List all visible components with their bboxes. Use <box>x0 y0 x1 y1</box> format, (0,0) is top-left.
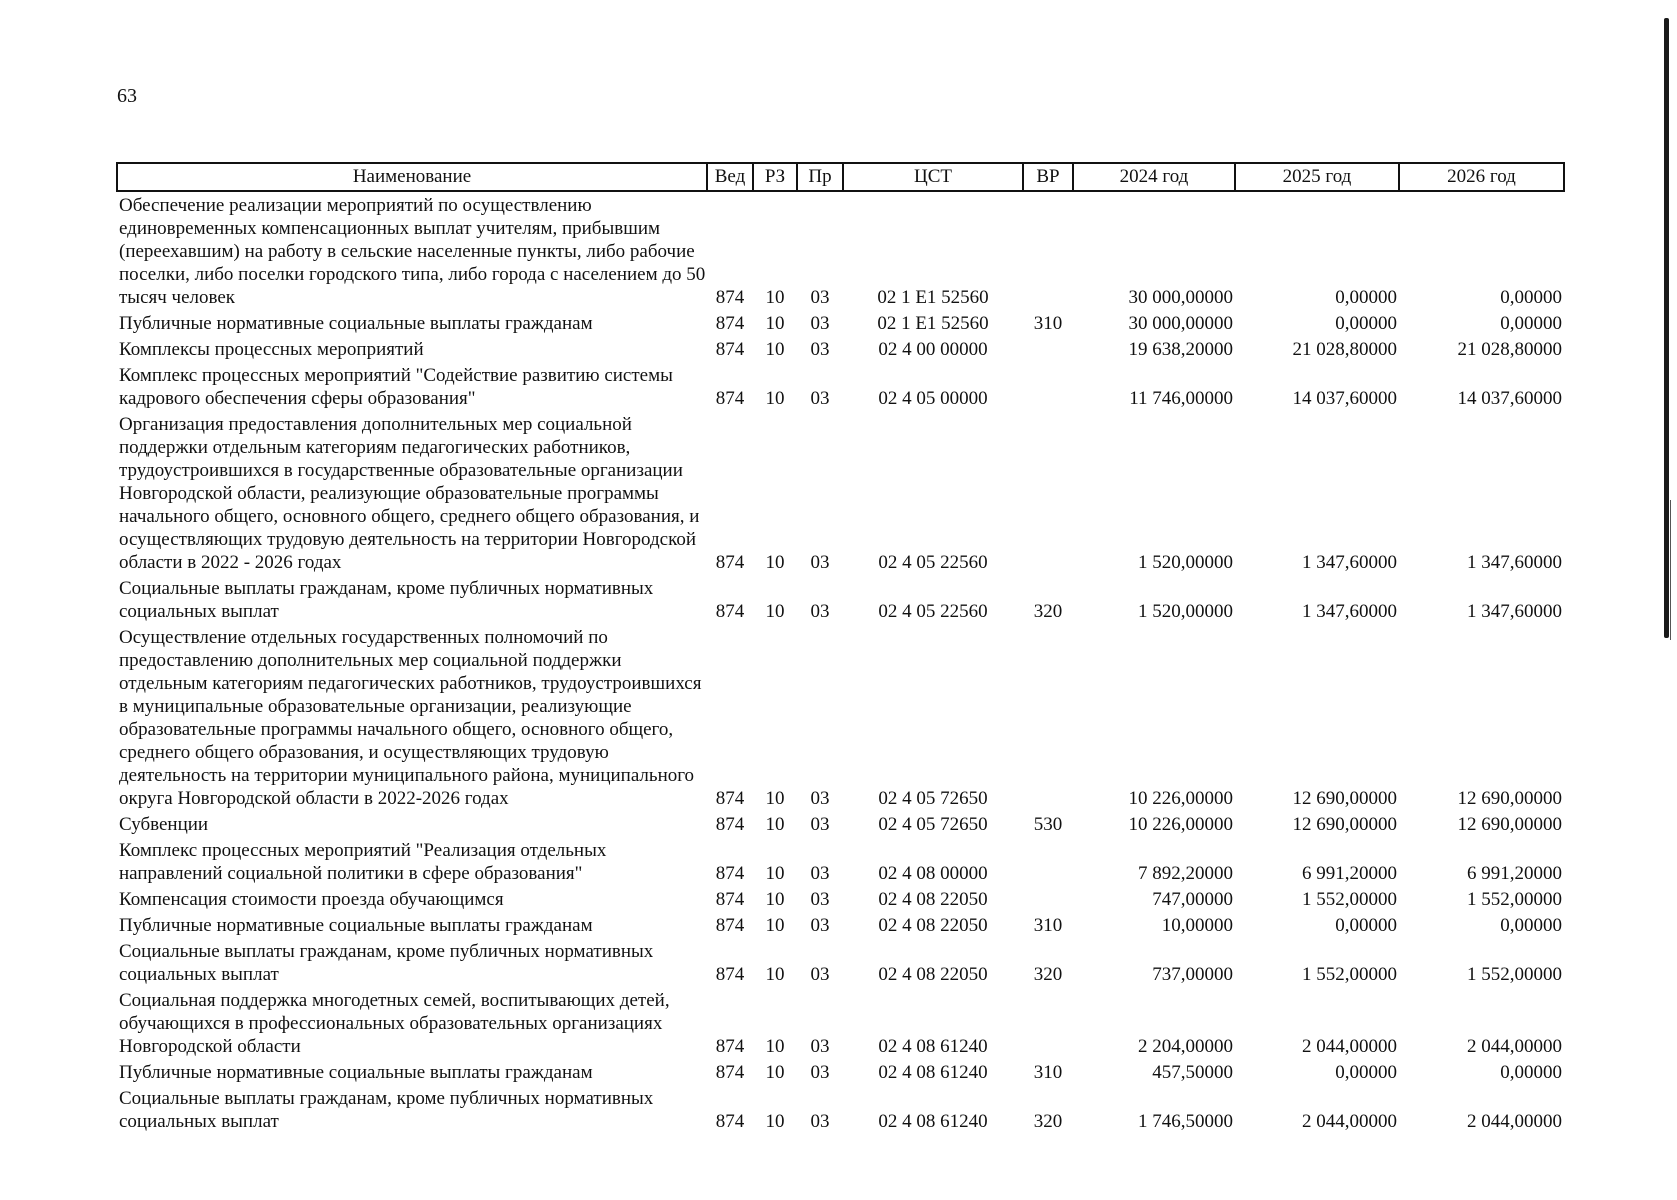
cell-cst: 02 1 E1 52560 <box>877 313 989 334</box>
cell-2025: 21 028,80000 <box>1292 339 1397 360</box>
cell-name: Комплекс процессных мероприятий "Содействие развитию системы кадрового обеспечения сферы образования" <box>119 365 673 409</box>
cell-pr: 03 <box>810 964 830 985</box>
cell-2024: 1 520,00000 <box>1138 552 1233 573</box>
cell-name: Социальные выплаты гражданам, кроме публичных нормативных социальных выплат <box>119 941 654 985</box>
cell-2025: 1 347,60000 <box>1302 552 1397 573</box>
cell-name: Социальные выплаты гражданам, кроме публичных нормативных социальных выплат <box>119 1088 654 1132</box>
cell-vr: 530 <box>1033 814 1063 835</box>
cell-2026: 2 044,00000 <box>1467 1036 1562 1057</box>
cell-2024: 1 520,00000 <box>1138 601 1233 622</box>
table-row <box>117 914 1564 940</box>
cell-2024: 30 000,00000 <box>1128 313 1233 334</box>
cell-rz: 10 <box>765 339 785 360</box>
cell-ved: 874 <box>715 964 745 985</box>
cell-vr: 320 <box>1033 1111 1063 1132</box>
cell-pr: 03 <box>810 814 830 835</box>
cell-2025: 12 690,00000 <box>1292 788 1397 809</box>
header-2026: 2026 год <box>1399 163 1564 191</box>
cell-2026: 12 690,00000 <box>1457 788 1562 809</box>
cell-vr <box>1023 338 1073 364</box>
cell-cst: 02 4 05 72650 <box>878 788 988 809</box>
cell-cst: 02 1 E1 52560 <box>877 287 989 308</box>
cell-name: Компенсация стоимости проезда обучающимся <box>119 889 504 910</box>
cell-name: Комплексы процессных мероприятий <box>119 339 424 360</box>
cell-2025: 1 552,00000 <box>1302 964 1397 985</box>
cell-rz: 10 <box>765 1036 785 1057</box>
cell-2024: 457,50000 <box>1152 1062 1233 1083</box>
cell-2025: 2 044,00000 <box>1302 1111 1397 1132</box>
cell-pr: 03 <box>810 1111 830 1132</box>
cell-ved: 874 <box>715 863 745 884</box>
cell-name: Обеспечение реализации мероприятий по осуществлению единовременных компенсационных выплат учителям, прибывшим (переехавшим) на работу в сельские населенные пункты, либо рабочие поселки, либо поселки городского типа, либо города с населением до 50 тысяч человек <box>119 195 706 308</box>
cell-2025: 12 690,00000 <box>1292 814 1397 835</box>
cell-2024: 10 226,00000 <box>1128 788 1233 809</box>
cell-2024: 747,00000 <box>1152 889 1233 910</box>
cell-vr: 320 <box>1033 601 1063 622</box>
cell-name: Осуществление отдельных государственных полномочий по предоставлению дополнительных мер социальной поддержки отдельным категориям педагогических работников, трудоустроившихся в муниципальные образовательные организации, реализующие образовательные программы начального общего, основного общего, среднего общего образования, и осуществляющих трудовую деятельность на территории муниципального района, муниципального округа Новгородской области в 2022-2026 годах <box>119 627 702 809</box>
header-name: Наименование <box>117 163 707 191</box>
cell-pr: 03 <box>810 287 830 308</box>
cell-cst: 02 4 08 61240 <box>878 1036 988 1057</box>
table-row <box>117 413 1564 577</box>
table-body <box>117 191 1564 1136</box>
cell-pr: 03 <box>810 1062 830 1083</box>
cell-2024: 11 746,00000 <box>1129 388 1233 409</box>
header-2025: 2025 год <box>1235 163 1399 191</box>
cell-vr: 310 <box>1033 1062 1063 1083</box>
cell-2026: 14 037,60000 <box>1457 388 1562 409</box>
table-row <box>117 813 1564 839</box>
cell-rz: 10 <box>765 863 785 884</box>
cell-2026: 21 028,80000 <box>1457 339 1562 360</box>
cell-ved: 874 <box>715 388 745 409</box>
cell-2026: 1 347,60000 <box>1467 552 1562 573</box>
table-row <box>117 577 1564 626</box>
cell-rz: 10 <box>765 313 785 334</box>
scan-edge-shadow <box>1664 18 1669 638</box>
cell-2026: 1 347,60000 <box>1467 601 1562 622</box>
cell-rz: 10 <box>765 915 785 936</box>
cell-rz: 10 <box>765 388 785 409</box>
cell-rz: 10 <box>765 287 785 308</box>
cell-rz: 10 <box>765 814 785 835</box>
cell-name: Публичные нормативные социальные выплаты гражданам <box>119 915 593 936</box>
table-row <box>117 888 1564 914</box>
cell-ved: 874 <box>715 1062 745 1083</box>
header-rz: РЗ <box>753 163 797 191</box>
cell-2026: 0,00000 <box>1500 287 1562 308</box>
cell-2024: 30 000,00000 <box>1128 287 1233 308</box>
cell-ved: 874 <box>715 287 745 308</box>
cell-cst: 02 4 05 72650 <box>878 814 988 835</box>
cell-vr <box>1023 626 1073 813</box>
table-row <box>117 312 1564 338</box>
cell-vr <box>1023 839 1073 888</box>
table-row <box>117 1061 1564 1087</box>
cell-pr: 03 <box>810 339 830 360</box>
cell-2026: 0,00000 <box>1500 1062 1562 1083</box>
cell-name: Социальные выплаты гражданам, кроме публичных нормативных социальных выплат <box>119 578 654 622</box>
cell-rz: 10 <box>765 601 785 622</box>
cell-rz: 10 <box>765 964 785 985</box>
cell-vr <box>1023 989 1073 1061</box>
cell-ved: 874 <box>715 814 745 835</box>
cell-2025: 1 347,60000 <box>1302 601 1397 622</box>
cell-vr: 320 <box>1033 964 1063 985</box>
cell-pr: 03 <box>810 863 830 884</box>
cell-2026: 0,00000 <box>1500 313 1562 334</box>
page-number: 63 <box>117 85 137 107</box>
cell-ved: 874 <box>715 339 745 360</box>
cell-ved: 874 <box>715 889 745 910</box>
cell-2025: 1 552,00000 <box>1302 889 1397 910</box>
header-2024: 2024 год <box>1073 163 1235 191</box>
cell-cst: 02 4 08 22050 <box>878 889 988 910</box>
cell-cst: 02 4 00 00000 <box>878 339 988 360</box>
cell-pr: 03 <box>810 601 830 622</box>
cell-vr: 310 <box>1033 313 1063 334</box>
cell-cst: 02 4 05 22560 <box>878 552 988 573</box>
cell-pr: 03 <box>810 313 830 334</box>
cell-name: Публичные нормативные социальные выплаты гражданам <box>119 313 593 334</box>
cell-ved: 874 <box>715 915 745 936</box>
cell-ved: 874 <box>715 1111 745 1132</box>
cell-pr: 03 <box>810 1036 830 1057</box>
table-row <box>117 338 1564 364</box>
table-row <box>117 191 1564 312</box>
cell-2026: 1 552,00000 <box>1467 964 1562 985</box>
cell-cst: 02 4 05 22560 <box>878 601 988 622</box>
cell-vr <box>1023 191 1073 312</box>
scan-edge-line <box>1670 500 1671 640</box>
cell-name: Субвенции <box>119 814 209 835</box>
cell-rz: 10 <box>765 552 785 573</box>
cell-rz: 10 <box>765 1062 785 1083</box>
cell-vr <box>1023 413 1073 577</box>
cell-2024: 737,00000 <box>1152 964 1233 985</box>
cell-pr: 03 <box>810 788 830 809</box>
cell-ved: 874 <box>715 552 745 573</box>
table-row <box>117 940 1564 989</box>
cell-2025: 0,00000 <box>1335 287 1397 308</box>
cell-ved: 874 <box>715 788 745 809</box>
cell-rz: 10 <box>765 889 785 910</box>
table-row <box>117 989 1564 1061</box>
cell-cst: 02 4 08 00000 <box>878 863 988 884</box>
cell-2024: 19 638,20000 <box>1128 339 1233 360</box>
cell-cst: 02 4 05 00000 <box>878 388 988 409</box>
cell-2026: 0,00000 <box>1500 915 1562 936</box>
header-cst: ЦСТ <box>843 163 1023 191</box>
table-row <box>117 626 1564 813</box>
cell-cst: 02 4 08 22050 <box>878 915 988 936</box>
cell-pr: 03 <box>810 552 830 573</box>
cell-2024: 10,00000 <box>1161 915 1233 936</box>
cell-name: Публичные нормативные социальные выплаты гражданам <box>119 1062 593 1083</box>
cell-2024: 10 226,00000 <box>1128 814 1233 835</box>
cell-ved: 874 <box>715 313 745 334</box>
table-row <box>117 364 1564 413</box>
cell-cst: 02 4 08 61240 <box>878 1062 988 1083</box>
cell-cst: 02 4 08 22050 <box>878 964 988 985</box>
cell-2025: 2 044,00000 <box>1302 1036 1397 1057</box>
cell-2025: 0,00000 <box>1335 915 1397 936</box>
cell-name: Социальная поддержка многодетных семей, воспитывающих детей, обучающихся в профессиональных образовательных организациях Новгородской области <box>119 990 670 1057</box>
cell-rz: 10 <box>765 788 785 809</box>
table-row <box>117 1087 1564 1136</box>
cell-2025: 6 991,20000 <box>1302 863 1397 884</box>
cell-name: Организация предоставления дополнительных мер социальной поддержки отдельным категориям педагогических работников, трудоустроившихся в государственные образовательные организации Новгородской области, реализующие образовательные программы начального общего, основного общего, среднего общего образования, и осуществляющих трудовую деятельность на территории Новгородской области в 2022 - 2026 годах <box>119 414 700 573</box>
cell-vr <box>1023 888 1073 914</box>
cell-2024: 2 204,00000 <box>1138 1036 1233 1057</box>
cell-2026: 2 044,00000 <box>1467 1111 1562 1132</box>
cell-cst: 02 4 08 61240 <box>878 1111 988 1132</box>
cell-2024: 1 746,50000 <box>1138 1111 1233 1132</box>
cell-2025: 0,00000 <box>1335 1062 1397 1083</box>
header-ved: Вед <box>707 163 753 191</box>
cell-2026: 12 690,00000 <box>1457 814 1562 835</box>
cell-2026: 6 991,20000 <box>1467 863 1562 884</box>
table-row <box>117 839 1564 888</box>
cell-2025: 14 037,60000 <box>1292 388 1397 409</box>
cell-vr <box>1023 364 1073 413</box>
cell-ved: 874 <box>715 1036 745 1057</box>
cell-name: Комплекс процессных мероприятий "Реализация отдельных направлений социальной политики в сфере образования" <box>119 840 607 884</box>
header-row <box>117 163 1564 191</box>
cell-pr: 03 <box>810 388 830 409</box>
header-pr: Пр <box>797 163 843 191</box>
cell-2025: 0,00000 <box>1335 313 1397 334</box>
budget-table <box>116 162 1565 1136</box>
cell-2026: 1 552,00000 <box>1467 889 1562 910</box>
cell-vr: 310 <box>1033 915 1063 936</box>
cell-2024: 7 892,20000 <box>1138 863 1233 884</box>
cell-ved: 874 <box>715 601 745 622</box>
header-vr: ВР <box>1023 163 1073 191</box>
cell-pr: 03 <box>810 889 830 910</box>
cell-pr: 03 <box>810 915 830 936</box>
cell-rz: 10 <box>765 1111 785 1132</box>
